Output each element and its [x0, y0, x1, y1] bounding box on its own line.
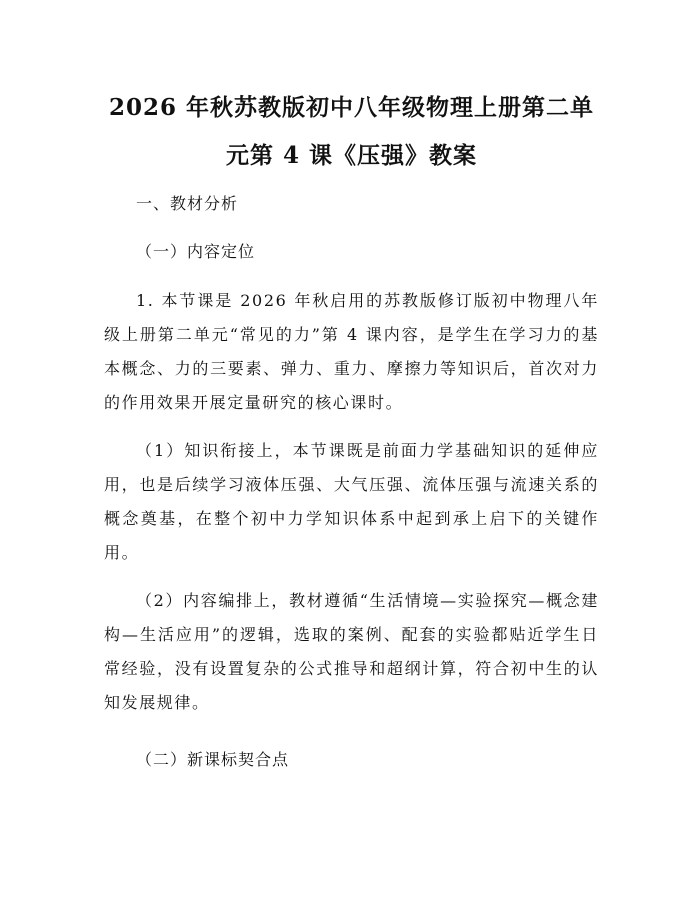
paragraph-lesson-overview: 1. 本节课是 2026 年秋启用的苏教版修订版初中物理八年级上册第二单元“常见的力”第 4 课内容，是学生在学习力的基本概念、力的三要素、弹力、重力、摩擦力等知识后，首次对力的作用效果开展定量研究的核心课时。: [104, 291, 599, 412]
paragraph-knowledge-connection: （1）知识衔接上，本节课既是前面力学基础知识的延伸应用，也是后续学习液体压强、大气压强、流体压强与流速关系的概念奠基，在整个初中力学知识体系中起到承上启下的关键作用。: [104, 441, 599, 562]
paragraph-content-arrangement: （2）内容编排上，教材遵循“生活情境—实验探究—概念建构—生活应用”的逻辑，选取的案例、配套的实验都贴近学生日常经验，没有设置复杂的公式推导和超纲计算，符合初中生的认知发展规律。: [104, 591, 599, 712]
subsection-heading-content-positioning: （一）内容定位: [136, 242, 256, 261]
section-heading-textbook-analysis: 一、教材分析: [136, 194, 239, 213]
subsection-heading-curriculum-alignment: （二）新课标契合点: [136, 750, 290, 769]
document-title: 2026 年秋苏教版初中八年级物理上册第二单元第 4 课《压强》教案: [108, 94, 595, 169]
